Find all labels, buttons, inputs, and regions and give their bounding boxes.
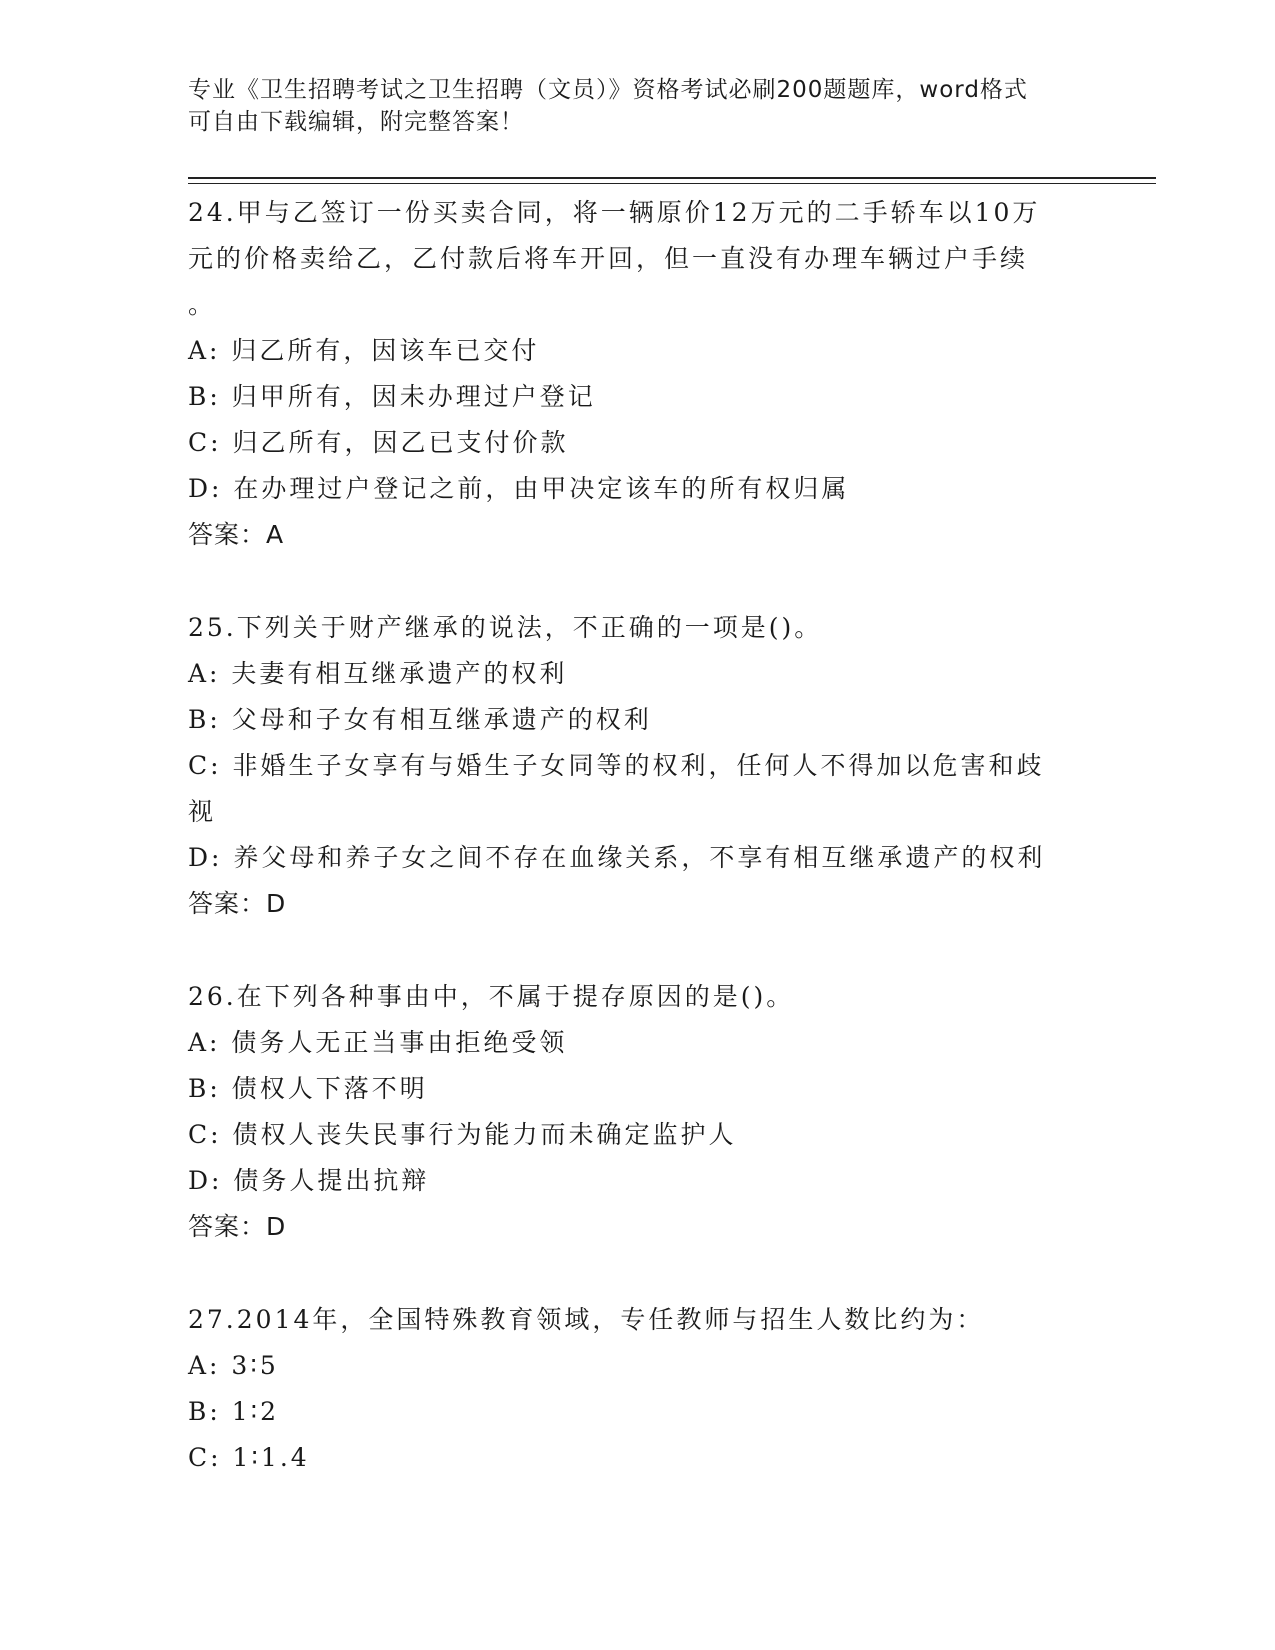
question-stem [188, 605, 1088, 651]
stem-line: 27.2014年，全国特殊教育领域，专任教师与招生人数比约为： [188, 1305, 985, 1334]
option-d: D: 债务人提出抗辩 [188, 1166, 430, 1195]
question-list [188, 190, 1088, 1528]
answer-label: 答案： [188, 520, 267, 549]
answer-line [188, 881, 1088, 927]
option-d: D: 在办理过户登记之前，由甲决定该车的所有权归属 [188, 474, 850, 503]
option-a: A: 3∶5 [188, 1351, 279, 1380]
option-a: A: 夫妻有相互继承遗产的权利 [188, 659, 568, 688]
header-divider-thin [188, 183, 1156, 184]
question-25 [188, 605, 1088, 927]
option-c: C: 债权人丧失民事行为能力而未确定监护人 [188, 1120, 737, 1149]
option-b: B: 1∶2 [188, 1397, 280, 1426]
option-a: A: 归乙所有，因该车已交付 [188, 336, 540, 365]
option-c: C: 非婚生子女享有与婚生子女同等的权利，任何人不得加以危害和歧 [188, 751, 1045, 780]
header-line-2: 可自由下载编辑，附完整答案！ [188, 109, 524, 135]
answer-label: 答案： [188, 889, 267, 918]
option-b: B: 父母和子女有相互继承遗产的权利 [188, 705, 652, 734]
option-c-continued: 视 [188, 797, 217, 826]
option-a: A: 债务人无正当事由拒绝受领 [188, 1028, 568, 1057]
question-stem [188, 190, 1088, 328]
answer-label: 答案： [188, 1212, 267, 1241]
option-c: C: 归乙所有，因乙已支付价款 [188, 428, 569, 457]
option-d: D: 养父母和养子女之间不存在血缘关系，不享有相互继承遗产的权利 [188, 843, 1046, 872]
header-divider-thick [188, 177, 1156, 179]
answer-value: D [266, 889, 287, 918]
question-24 [188, 190, 1088, 558]
question-26 [188, 974, 1088, 1250]
answer-value: D [266, 1212, 287, 1241]
answer-value: A [266, 520, 285, 549]
stem-line: 25.下列关于财产继承的说法，不正确的一项是()。 [188, 613, 823, 642]
stem-line: 元的价格卖给乙，乙付款后将车开回，但一直没有办理车辆过户手续 [188, 244, 1029, 273]
option-b: B: 归甲所有，因未办理过户登记 [188, 382, 596, 411]
answer-line [188, 1204, 1088, 1250]
stem-line: 。 [188, 290, 217, 319]
stem-line: 26.在下列各种事由中，不属于提存原因的是()。 [188, 982, 795, 1011]
document-header [188, 74, 1088, 138]
question-27 [188, 1297, 1088, 1481]
header-line-1: 专业《卫生招聘考试之卫生招聘（文员）》资格考试必刷200题题库，word格式 [188, 77, 1028, 103]
question-stem [188, 974, 1088, 1020]
stem-line: 24.甲与乙签订一份买卖合同，将一辆原价12万元的二手轿车以10万 [188, 198, 1041, 227]
answer-line [188, 512, 1088, 558]
option-b: B: 债权人下落不明 [188, 1074, 428, 1103]
question-stem [188, 1297, 1088, 1343]
option-c: C: 1∶1.4 [188, 1443, 310, 1472]
